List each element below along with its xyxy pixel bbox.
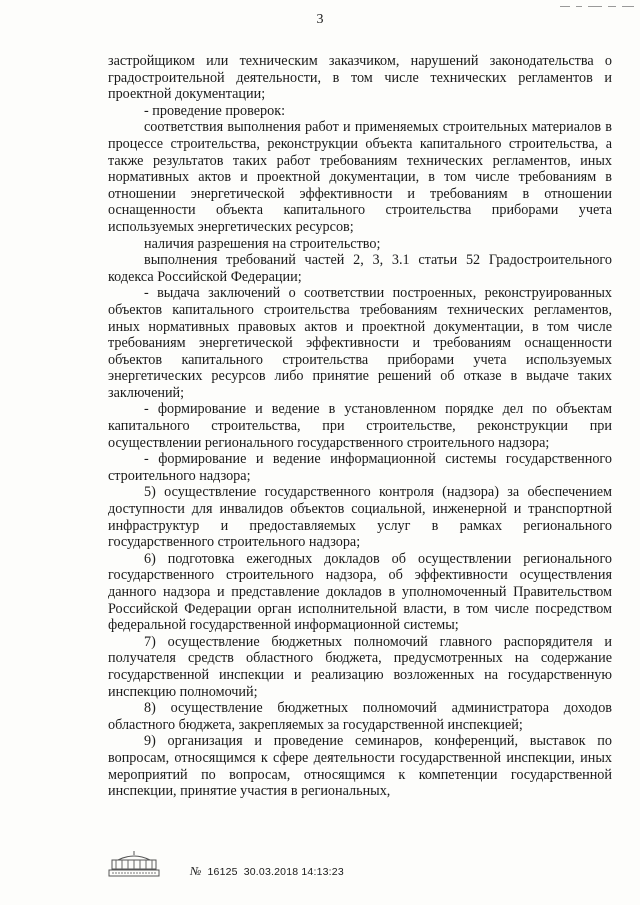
paragraph: 7) осуществление бюджетных полномочий главного распорядителя и получателя средств областного бюджета, предусмотренных на содержание государственной инспекции и реализацию возложенных на государственную инспекцию полномочий; (108, 633, 612, 700)
paragraph: 8) осуществление бюджетных полномочий администратора доходов областного бюджета, закрепляемых за государственной инспекцией; (108, 700, 612, 733)
document-body (108, 53, 612, 800)
paragraph: - формирование и ведение информационной системы государственного строительного надзора; (108, 451, 612, 484)
paragraph: выполнения требований частей 2, 3, 3.1 статьи 52 Градостроительного кодекса Российской Федерации; (108, 252, 612, 285)
paragraph: застройщиком или техническим заказчиком, нарушений законодательства о градостроительной деятельности, в том числе технических регламентов и проектной документации; (108, 53, 612, 103)
page-number: 3 (316, 12, 324, 27)
registration-datetime: 30.03.2018 14:13:23 (243, 866, 344, 878)
paragraph: 6) подготовка ежегодных докладов об осуществлении регионального государственного строительного надзора, об эффективности осуществления данного надзора и представление докладов в уполномоченный Правительством Российской Федерации орган исполнительной власти, в том числе посредством федеральной государственной информационной системы; (108, 550, 612, 634)
scan-corner-mark (556, 4, 640, 12)
registry-stamp-icon (108, 850, 160, 878)
registration-stamp (190, 864, 350, 879)
paragraph: соответствия выполнения работ и применяемых строительных материалов в процессе строительства, реконструкции объекта капитального строительства, а также результатов таких работ требованиям технических регламентов, иных нормативных актов и проектной документации, в том числе требованиям в отношении энергетической эффективности и требованиям в отношении оснащенности объекта капитального строительства приборами учета используемых энергетических ресурсов; (108, 119, 612, 235)
paragraph: наличия разрешения на строительство; (144, 235, 381, 252)
paragraph: 5) осуществление государственного контроля (надзора) за обеспечением доступности для инвалидов объектов социальной, инженерной и транспортной инфраструктур и предоставляемых услуг в рамках регионального государственного строительного надзора; (108, 484, 612, 551)
registration-number: 16125 (207, 866, 238, 878)
document-footer (108, 850, 408, 880)
paragraph: - формирование и ведение в установленном порядке дел по объектам капитального строительства, при строительстве, реконструкции при осуществлении регионального государственного строительного надзора; (108, 401, 612, 451)
paragraph: - выдача заключений о соответствии построенных, реконструированных объектов капитального строительства требованиям технических регламентов, иных нормативных правовых актов и проектной документации, в том числе требованиям энергетической эффективности и требованиям оснащенности объектов капитального строительства приборами учета используемых энергетических ресурсов либо принятие решений об отказе в выдаче таких заключений; (108, 285, 612, 401)
paragraph: - проведение проверок: (144, 102, 286, 119)
paragraph: 9) организация и проведение семинаров, конференций, выставок по вопросам, относящимся к сфере деятельности государственной инспекции, иных мероприятий по вопросам, относящимся к компетенции государственной инспекции, принятие участия в региональных, (108, 733, 612, 800)
registration-symbol: № (190, 864, 202, 878)
